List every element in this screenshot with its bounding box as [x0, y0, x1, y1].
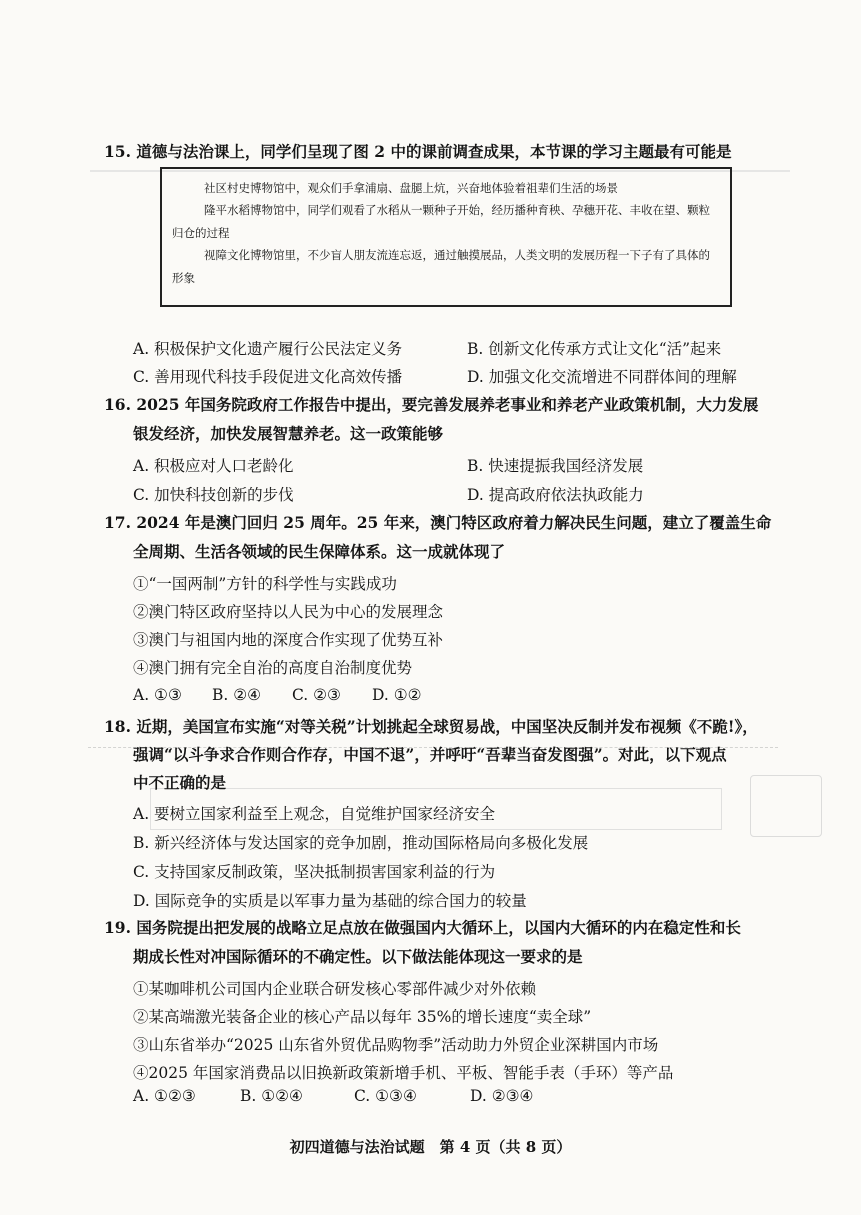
- q17-stem-line-1: 17. 2024 年是澳门回归 25 周年。25 年来，澳门特区政府着力解决民生问题，建立了覆盖生命: [104, 513, 772, 532]
- q17-option-b[interactable]: B. ②④: [212, 686, 262, 704]
- q18-stem-line-3: 中不正确的是: [133, 773, 227, 792]
- q17-option-d[interactable]: D. ①②: [372, 686, 422, 704]
- q15-survey-box: [160, 167, 732, 307]
- q19-stem-line-2: 期成长性对冲国际循环的不确定性。以下做法能体现这一要求的是: [133, 947, 583, 966]
- q16-stem-line-2: 银发经济，加快发展智慧养老。这一政策能够: [133, 424, 444, 443]
- q19-option-c[interactable]: C. ①③④: [354, 1087, 417, 1105]
- q17-item-3: ③澳门与祖国内地的深度合作实现了优势互补: [133, 631, 444, 649]
- q18-option-a[interactable]: A. 要树立国家利益至上观念，自觉维护国家经济安全: [133, 805, 496, 823]
- q16-option-d[interactable]: D. 提高政府依法执政能力: [467, 486, 644, 504]
- q16-stem-line-1: 16. 2025 年国务院政府工作报告中提出，要完善发展养老事业和养老产业政策机制，大力发展: [104, 395, 759, 414]
- q17-stem-line-2: 全周期、生活各领域的民生保障体系。这一成就体现了: [133, 542, 506, 561]
- q16-option-a[interactable]: A. 积极应对人口老龄化: [133, 457, 294, 475]
- q15-box-paragraph-3: 视障文化博物馆里，不少盲人朋友流连忘返，通过触摸展品，人类文明的发展历程一下子有了具体的形象: [172, 248, 710, 285]
- q15-box-paragraph-2: 隆平水稻博物馆中，同学们观看了水稻从一颗种子开始，经历播种育秧、孕穗开花、丰收在望、颗粒归仓的过程: [172, 203, 710, 240]
- q17-option-c[interactable]: C. ②③: [292, 686, 341, 704]
- q15-option-c[interactable]: C. 善用现代科技手段促进文化高效传播: [133, 368, 403, 386]
- q15-option-b[interactable]: B. 创新文化传承方式让文化“活”起来: [467, 340, 722, 358]
- page-footer: 初四道德与法治试题 第 4 页（共 8 页）: [289, 1138, 572, 1156]
- q19-option-a[interactable]: A. ①②③: [133, 1087, 196, 1105]
- q17-option-a[interactable]: A. ①③: [133, 686, 182, 704]
- q19-item-1: ①某咖啡机公司国内企业联合研发核心零部件减少对外依赖: [133, 980, 537, 998]
- q17-item-2: ②澳门特区政府坚持以人民为中心的发展理念: [133, 603, 444, 621]
- q19-option-d[interactable]: D. ②③④: [470, 1087, 534, 1105]
- q19-item-2: ②某高端激光装备企业的核心产品以每年 35%的增长速度“卖全球”: [133, 1008, 592, 1026]
- q19-item-4: ④2025 年国家消费品以旧换新政策新增手机、平板、智能手表（手环）等产品: [133, 1064, 674, 1082]
- q18-option-d[interactable]: D. 国际竞争的实质是以军事力量为基础的综合国力的较量: [133, 892, 527, 910]
- q15-stem: 15. 道德与法治课上，同学们呈现了图 2 中的课前调查成果，本节课的学习主题最有可能是: [104, 142, 732, 161]
- q15-option-a[interactable]: A. 积极保护文化遗产履行公民法定义务: [133, 340, 403, 358]
- q18-option-c[interactable]: C. 支持国家反制政策，坚决抵制损害国家利益的行为: [133, 863, 496, 881]
- q15-option-d[interactable]: D. 加强文化交流增进不同群体间的理解: [467, 368, 737, 386]
- q18-stem-line-1: 18. 近期，美国宣布实施“对等关税”计划挑起全球贸易战，中国坚决反制并发布视频《不跪!》，: [104, 717, 758, 736]
- q19-option-b[interactable]: B. ①②④: [240, 1087, 303, 1105]
- q19-stem-line-1: 19. 国务院提出把发展的战略立足点放在做强国内大循环上，以国内大循环的内在稳定性和长: [104, 918, 741, 937]
- bleed-through-ghost-figure: [750, 775, 822, 837]
- q16-option-b[interactable]: B. 快速提振我国经济发展: [467, 457, 644, 475]
- q18-stem-line-2: 强调“以斗争求合作则合作存，中国不退”，并呼吁“吾辈当奋发图强”。对此，以下观点: [133, 745, 727, 764]
- q17-item-4: ④澳门拥有完全自治的高度自治制度优势: [133, 659, 413, 677]
- q16-option-c[interactable]: C. 加快科技创新的步伐: [133, 486, 294, 504]
- q15-box-paragraph-1: 社区村史博物馆中，观众们手拿浦扇、盘腿上炕，兴奋地体验着祖辈们生活的场景: [204, 181, 618, 195]
- q17-item-1: ①“一国两制”方针的科学性与实践成功: [133, 575, 397, 593]
- q18-option-b[interactable]: B. 新兴经济体与发达国家的竞争加剧，推动国际格局向多极化发展: [133, 834, 589, 852]
- q19-item-3: ③山东省举办“2025 山东省外贸优品购物季”活动助力外贸企业深耕国内市场: [133, 1036, 659, 1054]
